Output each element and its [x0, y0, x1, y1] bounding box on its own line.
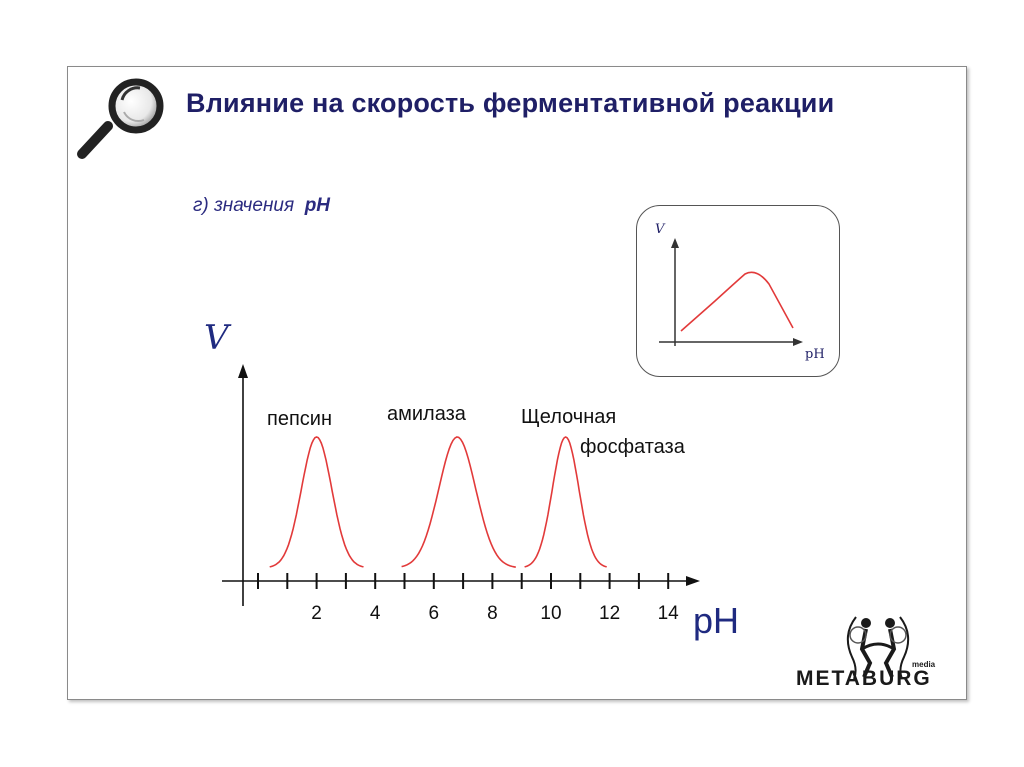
label-amylase: амилаза: [387, 403, 466, 425]
x-tick-label: 2: [311, 603, 322, 624]
subtitle-prefix: г) значения: [193, 195, 295, 216]
x-tick-label: 4: [369, 603, 381, 624]
y-axis-arrow: [238, 364, 248, 378]
y-axis-label: V: [204, 318, 229, 358]
x-tick-label: 10: [540, 603, 562, 624]
x-axis-label: pH: [693, 600, 740, 641]
x-tick-label: 6: [428, 603, 440, 624]
x-axis-arrow: [686, 576, 700, 586]
page-title: Влияние на скорость ферментативной реакции: [186, 88, 835, 118]
inset-x-label: pH: [805, 347, 825, 362]
subtitle-emph: pH: [304, 195, 331, 216]
activity-curve: [402, 437, 516, 567]
activity-curve: [270, 437, 364, 567]
label-phosphatase-line1: Щелочная: [521, 406, 617, 428]
x-tick-label: 8: [487, 603, 498, 624]
logo-media-text: media: [912, 660, 936, 669]
inset-y-label: V: [655, 222, 665, 237]
label-phosphatase-line2: фосфатаза: [580, 436, 685, 458]
x-tick-label: 12: [599, 603, 621, 624]
label-pepsin: пепсин: [267, 408, 332, 430]
x-tick-label: 14: [657, 603, 679, 624]
logo-text: METABURG: [796, 667, 932, 690]
